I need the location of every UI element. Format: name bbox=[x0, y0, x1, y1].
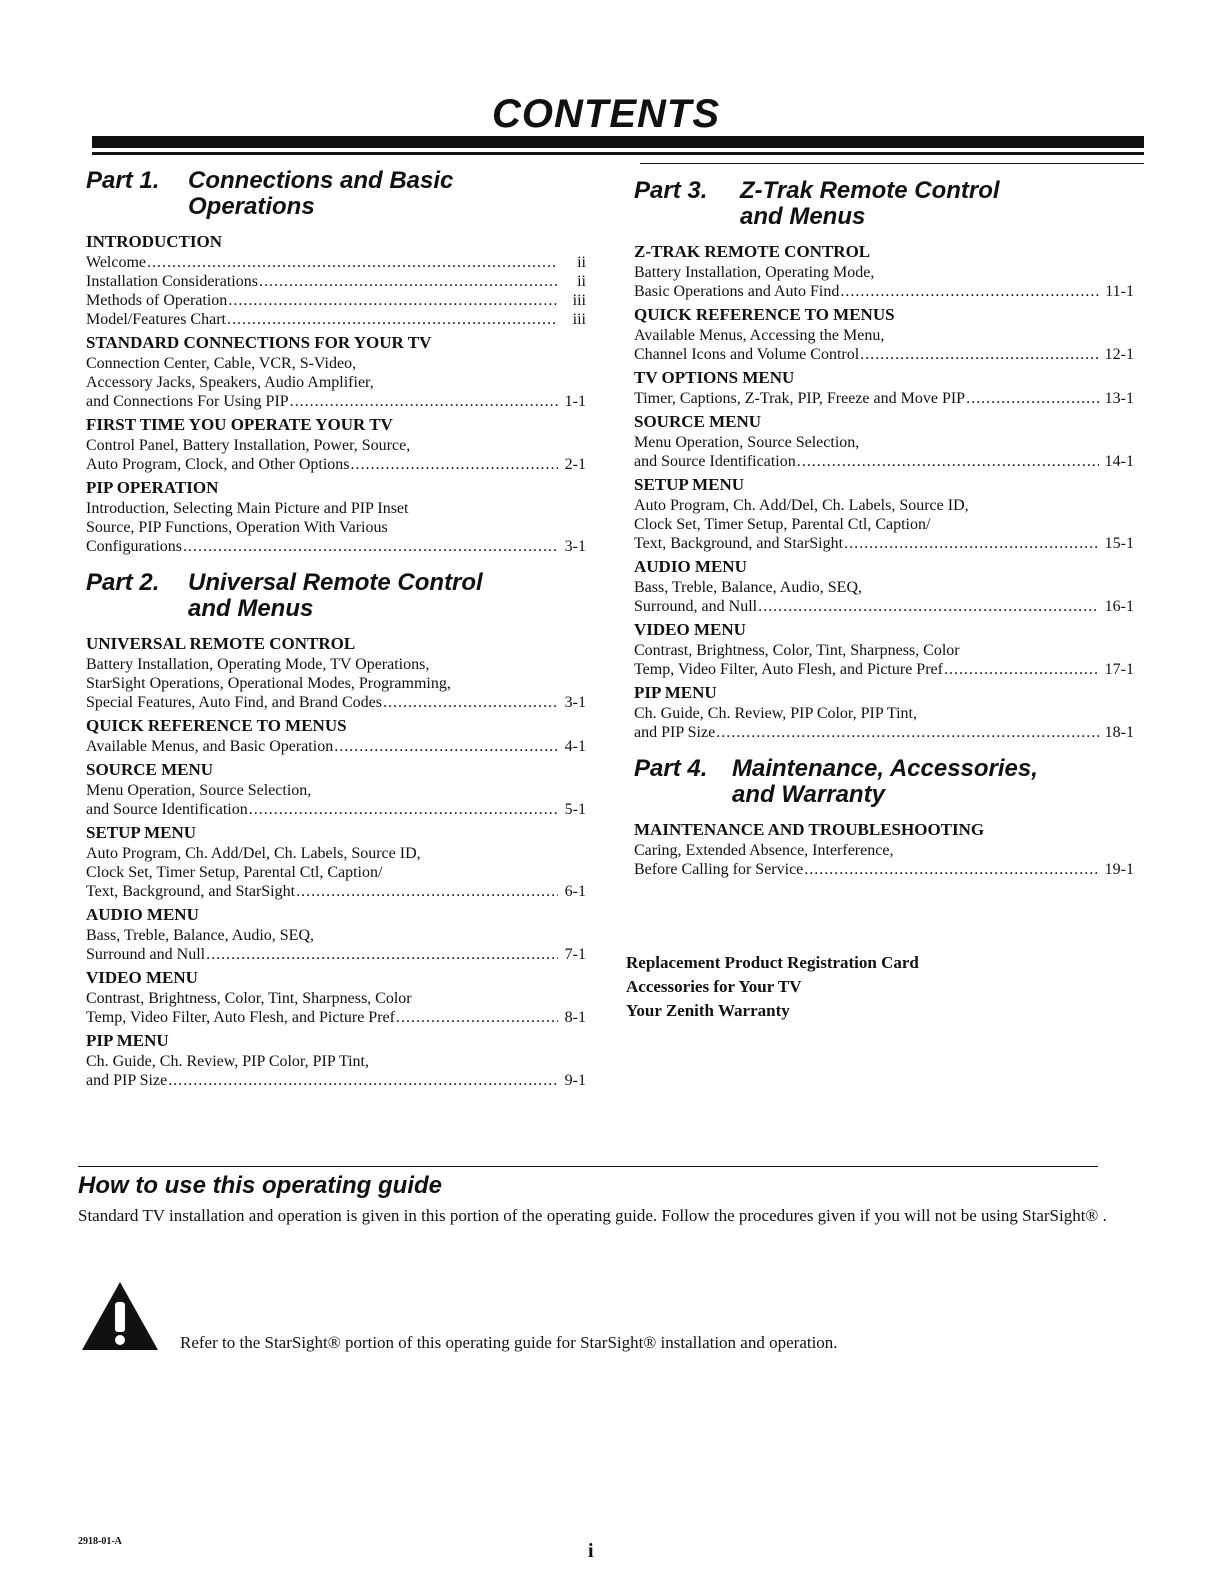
toc-entry[interactable] bbox=[86, 291, 586, 310]
section-heading: PIP OPERATION bbox=[86, 478, 219, 497]
toc-page-number: ii bbox=[577, 254, 586, 271]
toc-entry-label: Before Calling for Service bbox=[634, 861, 804, 878]
toc-entry[interactable] bbox=[86, 1071, 586, 1090]
part-4 bbox=[634, 756, 1134, 879]
toc-entry-label: Surround, and Null bbox=[634, 598, 758, 615]
part-heading bbox=[634, 178, 1134, 230]
part-title-line-2: Operations bbox=[188, 193, 315, 220]
section-description: Battery Installation, Operating Mode, TV Operations, bbox=[86, 656, 430, 673]
section-heading: FIRST TIME YOU OPERATE YOUR TV bbox=[86, 415, 393, 434]
toc-page-number: 3-1 bbox=[564, 538, 586, 555]
section-heading: SOURCE MENU bbox=[634, 412, 762, 431]
section-description: Bass, Treble, Balance, Audio, SEQ, bbox=[86, 927, 314, 944]
section-heading: INTRODUCTION bbox=[86, 232, 223, 251]
howto-text: Standard TV installation and operation is given in this portion of the operating guide. Follow the procedures given if you will not be using StarSight® . bbox=[78, 1206, 1107, 1225]
toc-page-number: 12-1 bbox=[1104, 346, 1134, 363]
toc-leader-dots bbox=[296, 882, 558, 901]
toc-entry[interactable] bbox=[86, 392, 586, 411]
warning-text: Refer to the StarSight® portion of this operating guide for StarSight® installation and operation. bbox=[180, 1333, 838, 1352]
toc-leader-dots bbox=[944, 660, 1099, 679]
section-heading: AUDIO MENU bbox=[634, 557, 747, 576]
toc-leader-dots bbox=[966, 389, 1099, 408]
toc-page-number: 15-1 bbox=[1104, 535, 1134, 552]
section-description: Control Panel, Battery Installation, Power, Source, bbox=[86, 437, 411, 454]
toc-entry-label: Special Features, Auto Find, and Brand Codes bbox=[86, 694, 382, 711]
toc-leader-dots bbox=[334, 737, 558, 756]
section-description: Source, PIP Functions, Operation With Various bbox=[86, 519, 388, 536]
toc-leader-dots bbox=[206, 945, 558, 964]
toc-entry[interactable] bbox=[634, 345, 1134, 364]
toc-entry-label: Available Menus, and Basic Operation bbox=[86, 738, 334, 755]
section-description: Clock Set, Timer Setup, Parental Ctl, Caption/ bbox=[634, 516, 931, 533]
section-heading: QUICK REFERENCE TO MENUS bbox=[86, 716, 347, 735]
toc-entry[interactable] bbox=[634, 452, 1134, 471]
toc-entry-label: Text, Background, and StarSight bbox=[634, 535, 844, 552]
right-column-rule bbox=[640, 163, 1144, 164]
toc-entry[interactable] bbox=[634, 660, 1134, 679]
part-number: Part 4. bbox=[634, 755, 708, 782]
toc-page-number: 16-1 bbox=[1104, 598, 1134, 615]
toc-page-number: 6-1 bbox=[564, 883, 586, 900]
section-description: Connection Center, Cable, VCR, S-Video, bbox=[86, 355, 357, 372]
section-description: Battery Installation, Operating Mode, bbox=[634, 264, 875, 281]
part-title-line-2: and Menus bbox=[188, 595, 314, 622]
toc-entry[interactable] bbox=[634, 282, 1134, 301]
toc-page-number: 4-1 bbox=[564, 738, 586, 755]
toc-leader-dots bbox=[804, 860, 1098, 879]
toc-leader-dots bbox=[249, 800, 558, 819]
toc-leader-dots bbox=[383, 693, 558, 712]
part-heading bbox=[86, 570, 586, 622]
section-description: Introduction, Selecting Main Picture and PIP Inset bbox=[86, 500, 409, 517]
page-title: CONTENTS bbox=[492, 92, 720, 136]
toc-leader-dots bbox=[716, 723, 1098, 742]
part-title-line-1: Universal Remote Control bbox=[188, 569, 483, 596]
part-number: Part 3. bbox=[634, 177, 708, 204]
title-rule-thick bbox=[92, 136, 1144, 148]
toc-entry[interactable] bbox=[634, 597, 1134, 616]
section-heading: Z-TRAK REMOTE CONTROL bbox=[634, 242, 871, 261]
section-description: Auto Program, Ch. Add/Del, Ch. Labels, Source ID, bbox=[86, 845, 421, 862]
section-description: Ch. Guide, Ch. Review, PIP Color, PIP Tint, bbox=[634, 705, 917, 722]
toc-leader-dots bbox=[227, 310, 558, 329]
section-description: Auto Program, Ch. Add/Del, Ch. Labels, Source ID, bbox=[634, 497, 969, 514]
toc-entry[interactable] bbox=[634, 860, 1134, 879]
warning-icon bbox=[80, 1280, 160, 1352]
toc-page-number: 14-1 bbox=[1104, 453, 1134, 470]
section-heading: UNIVERSAL REMOTE CONTROL bbox=[86, 634, 356, 653]
toc-page-number: 9-1 bbox=[564, 1072, 586, 1089]
toc-entry[interactable] bbox=[86, 693, 586, 712]
part-3 bbox=[634, 178, 1134, 742]
section-description: Clock Set, Timer Setup, Parental Ctl, Caption/ bbox=[86, 864, 383, 881]
toc-entry-label: and PIP Size bbox=[634, 724, 716, 741]
toc-leader-dots bbox=[351, 455, 558, 474]
toc-page-number: 13-1 bbox=[1104, 390, 1134, 407]
toc-entry-label: and Connections For Using PIP bbox=[86, 393, 289, 410]
toc-leader-dots bbox=[860, 345, 1099, 364]
toc-page-number: 18-1 bbox=[1104, 724, 1134, 741]
section-heading: SETUP MENU bbox=[634, 475, 745, 494]
part-heading bbox=[634, 756, 1134, 808]
section-description: Bass, Treble, Balance, Audio, SEQ, bbox=[634, 579, 862, 596]
left-column bbox=[86, 168, 586, 1090]
toc-leader-dots bbox=[168, 1071, 558, 1090]
part-1 bbox=[86, 168, 586, 556]
part-title-line-1: Connections and Basic bbox=[188, 167, 454, 194]
part-title-line-2: and Menus bbox=[740, 203, 866, 230]
part-heading bbox=[86, 168, 586, 220]
toc-page-number: 2-1 bbox=[564, 456, 586, 473]
section-description: Ch. Guide, Ch. Review, PIP Color, PIP Tint, bbox=[86, 1053, 369, 1070]
toc-leader-dots bbox=[840, 282, 1099, 301]
section-heading: MAINTENANCE AND TROUBLESHOOTING bbox=[634, 820, 985, 839]
toc-page-number: 19-1 bbox=[1104, 861, 1134, 878]
footer-code: 2918-01-A bbox=[78, 1536, 122, 1547]
section-heading: TV OPTIONS MENU bbox=[634, 368, 795, 387]
section-heading: VIDEO MENU bbox=[86, 968, 198, 987]
right-column bbox=[626, 177, 1134, 1023]
toc-entry[interactable] bbox=[86, 537, 586, 556]
toc-page-number: 17-1 bbox=[1104, 661, 1134, 678]
toc-entry[interactable] bbox=[86, 310, 586, 329]
toc-entry-label: Temp, Video Filter, Auto Flesh, and Picture Pref bbox=[634, 661, 943, 678]
toc-entry-label: and PIP Size bbox=[86, 1072, 168, 1089]
part-number: Part 1. bbox=[86, 167, 160, 194]
toc-entry-label: Text, Background, and StarSight bbox=[86, 883, 296, 900]
toc-page-number: 11-1 bbox=[1105, 283, 1134, 300]
section-description: Contrast, Brightness, Color, Tint, Sharpness, Color bbox=[86, 990, 412, 1007]
toc-entry-label: Installation Considerations bbox=[86, 273, 258, 290]
toc-leader-dots bbox=[396, 1008, 558, 1027]
section-description: StarSight Operations, Operational Modes, Programming, bbox=[86, 675, 451, 692]
section-heading: SETUP MENU bbox=[86, 823, 197, 842]
section-description: Accessory Jacks, Speakers, Audio Amplifier, bbox=[86, 374, 374, 391]
toc-entry[interactable] bbox=[86, 882, 586, 901]
toc-entry-label: Timer, Captions, Z-Trak, PIP, Freeze and Move PIP bbox=[634, 390, 966, 407]
toc-entry-label: Temp, Video Filter, Auto Flesh, and Picture Pref bbox=[86, 1009, 395, 1026]
toc-leader-dots bbox=[183, 537, 558, 556]
toc-entry[interactable] bbox=[86, 272, 586, 291]
section-description: Available Menus, Accessing the Menu, bbox=[634, 327, 885, 344]
part-title-line-2: and Warranty bbox=[732, 781, 885, 808]
toc-leader-dots bbox=[844, 534, 1099, 553]
toc-leader-dots bbox=[147, 253, 558, 272]
title-rule-thin bbox=[92, 152, 1144, 155]
toc-entry-label: and Source Identification bbox=[86, 801, 248, 818]
toc-entry[interactable] bbox=[634, 534, 1134, 553]
toc-entry-label: Auto Program, Clock, and Other Options bbox=[86, 456, 350, 473]
section-heading: AUDIO MENU bbox=[86, 905, 199, 924]
toc-entry[interactable] bbox=[86, 455, 586, 474]
page-number: i bbox=[588, 1540, 594, 1562]
toc-leader-dots bbox=[290, 392, 558, 411]
toc-entry[interactable] bbox=[634, 389, 1134, 408]
toc-page-number: 8-1 bbox=[564, 1009, 586, 1026]
toc-page-number: ii bbox=[577, 273, 586, 290]
toc-page-number: iii bbox=[572, 292, 586, 309]
toc-leader-dots bbox=[758, 597, 1099, 616]
toc-page-number: 1-1 bbox=[564, 393, 586, 410]
part-number: Part 2. bbox=[86, 569, 160, 596]
toc-entry-label: Surround and Null bbox=[86, 946, 206, 963]
toc-entry[interactable] bbox=[86, 253, 586, 272]
part-title-line-1: Z-Trak Remote Control bbox=[740, 177, 1000, 204]
part-title-line-1: Maintenance, Accessories, bbox=[732, 755, 1038, 782]
extra-warranty[interactable]: Your Zenith Warranty bbox=[626, 1001, 790, 1020]
extra-accessories[interactable]: Accessories for Your TV bbox=[626, 977, 802, 996]
toc-entry[interactable] bbox=[634, 723, 1134, 742]
toc-leader-dots bbox=[259, 272, 558, 291]
toc-entry-label: and Source Identification bbox=[634, 453, 796, 470]
extra-registration-card[interactable]: Replacement Product Registration Card bbox=[626, 953, 919, 972]
toc-entry-label: Channel Icons and Volume Control bbox=[634, 346, 860, 363]
section-heading: PIP MENU bbox=[634, 683, 717, 702]
toc-entry-label: Configurations bbox=[86, 538, 182, 555]
toc-entry-label: Methods of Operation bbox=[86, 292, 228, 309]
section-heading: STANDARD CONNECTIONS FOR YOUR TV bbox=[86, 333, 432, 352]
toc-entry-label: Model/Features Chart bbox=[86, 311, 226, 328]
section-heading: PIP MENU bbox=[86, 1031, 169, 1050]
section-description: Contrast, Brightness, Color, Tint, Sharpness, Color bbox=[634, 642, 960, 659]
toc-page-number: 7-1 bbox=[564, 946, 586, 963]
section-description: Menu Operation, Source Selection, bbox=[634, 434, 860, 451]
section-description: Menu Operation, Source Selection, bbox=[86, 782, 312, 799]
toc-page-number: 5-1 bbox=[564, 801, 586, 818]
toc-page-number: 3-1 bbox=[564, 694, 586, 711]
toc-entry[interactable] bbox=[86, 737, 586, 756]
toc-entry-label: Basic Operations and Auto Find bbox=[634, 283, 840, 300]
toc-entry[interactable] bbox=[86, 945, 586, 964]
part-2 bbox=[86, 570, 586, 1090]
howto-title: How to use this operating guide bbox=[78, 1172, 443, 1199]
toc-entry[interactable] bbox=[86, 800, 586, 819]
section-heading: VIDEO MENU bbox=[634, 620, 746, 639]
toc-entry-label: Welcome bbox=[86, 254, 147, 271]
toc-page-number: iii bbox=[572, 311, 586, 328]
toc-leader-dots bbox=[797, 452, 1099, 471]
extras-list bbox=[626, 951, 1134, 1023]
section-heading: SOURCE MENU bbox=[86, 760, 214, 779]
section-description: Caring, Extended Absence, Interference, bbox=[634, 842, 894, 859]
toc-entry[interactable] bbox=[86, 1008, 586, 1027]
toc-leader-dots bbox=[228, 291, 558, 310]
section-heading: QUICK REFERENCE TO MENUS bbox=[634, 305, 895, 324]
howto-rule bbox=[78, 1166, 1098, 1167]
